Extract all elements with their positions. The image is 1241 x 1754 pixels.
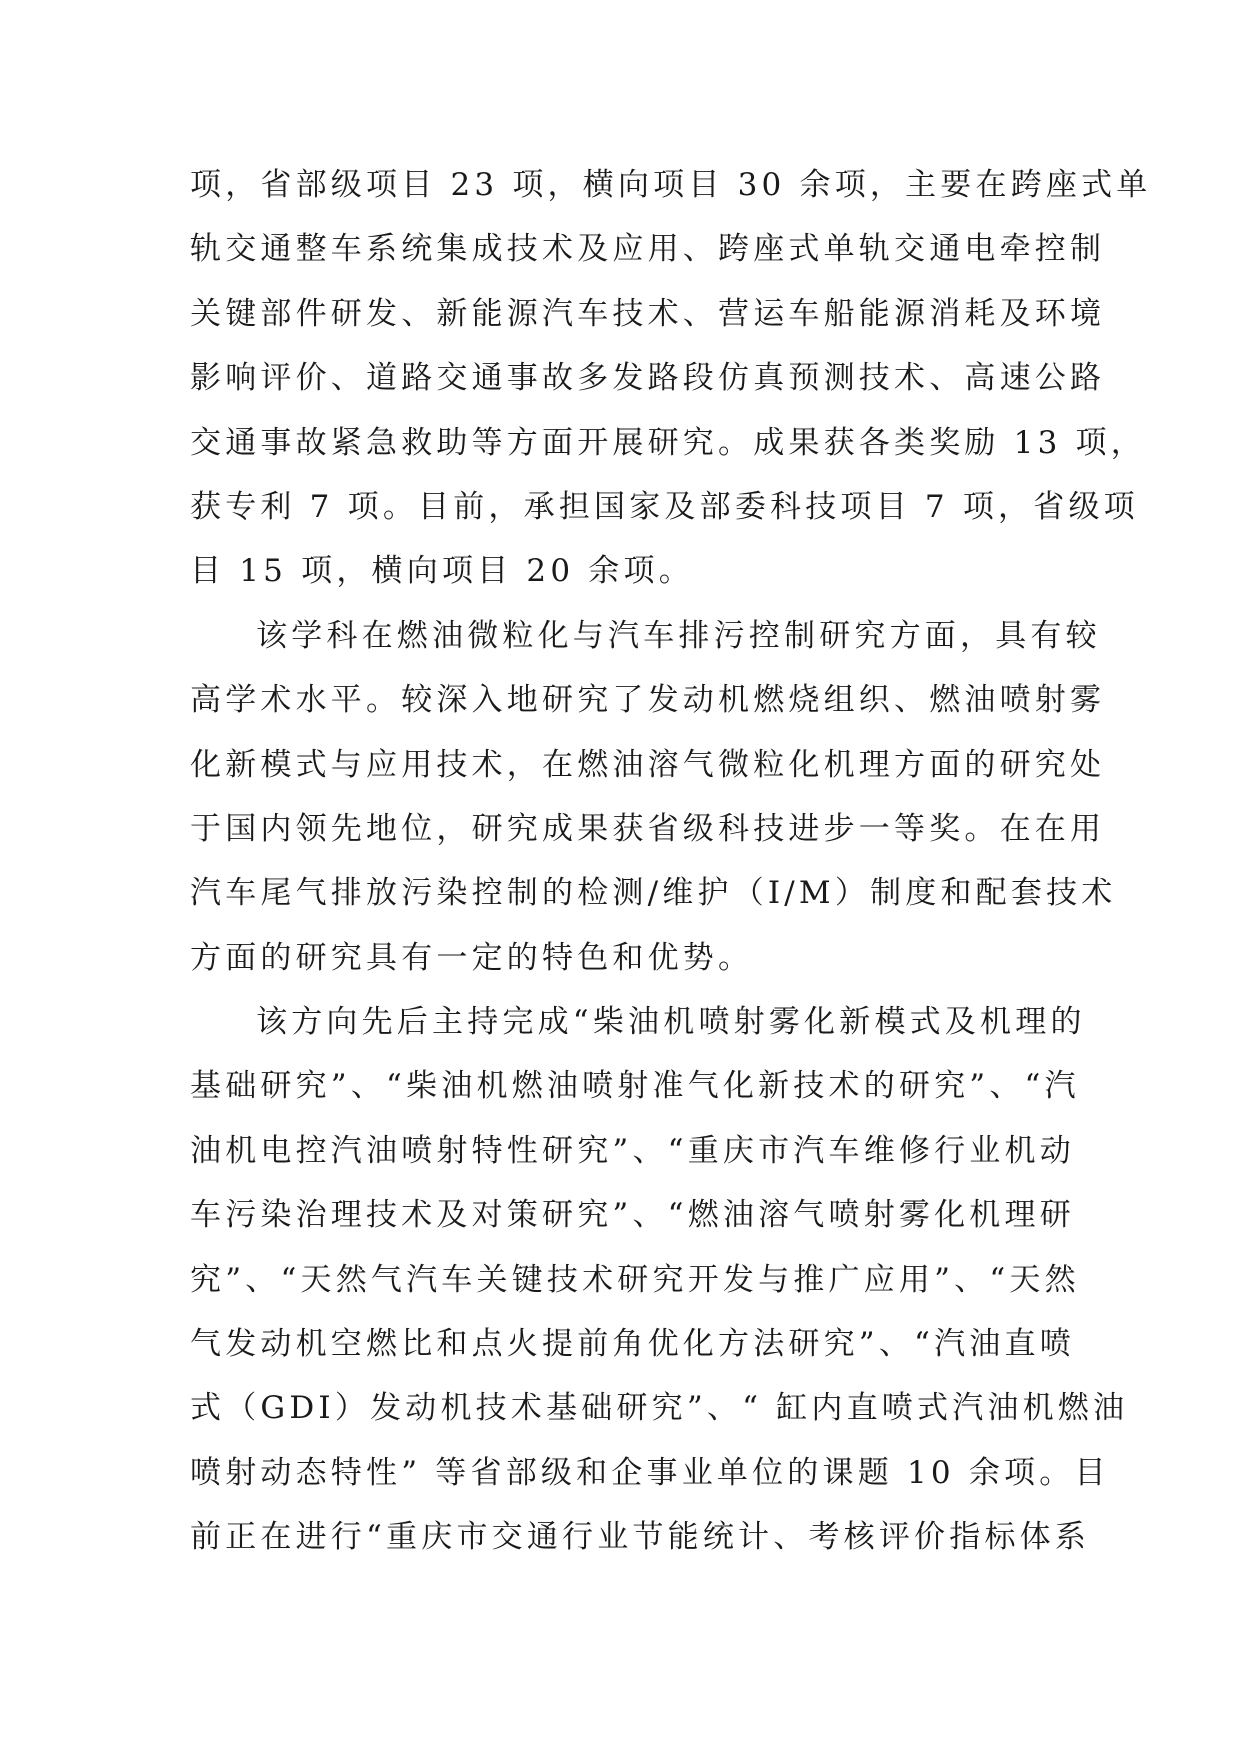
text-line: 影响评价、道路交通事故多发路段仿真预测技术、高速公路 xyxy=(190,360,1106,397)
text-line: 交通事故紧急救助等方面开展研究。成果获各类奖励 13 项， xyxy=(190,424,1146,461)
text-line: 车污染治理技术及对策研究”、“燃油溶气喷射雾化机理研 xyxy=(190,1197,1075,1234)
text-line: 高学术水平。较深入地研究了发动机燃烧组织、燃油喷射雾 xyxy=(190,682,1106,719)
text-line: 目 15 项，横向项目 20 余项。 xyxy=(190,553,694,590)
text-line: 基础研究”、“柴油机燃油喷射准气化新技术的研究”、“汽 xyxy=(190,1068,1080,1105)
text-line: 喷射动态特性” 等省部级和企事业单位的课题 10 余项。目 xyxy=(190,1454,1110,1491)
text-line: 式（GDI）发动机技术基础研究”、“ 缸内直喷式汽油机燃油 xyxy=(190,1390,1129,1427)
text-line: 关键部件研发、新能源汽车技术、营运车船能源消耗及环境 xyxy=(190,295,1106,332)
text-line: 获专利 7 项。目前，承担国家及部委科技项目 7 项，省级项 xyxy=(190,488,1139,525)
text-line: 究”、“天然气汽车关键技术研究开发与推广应用”、“天然 xyxy=(190,1261,1080,1298)
paragraph-completed-topics xyxy=(190,990,1129,1570)
text-line: 方面的研究具有一定的特色和优势。 xyxy=(190,939,754,976)
text-line: 汽车尾气排放污染控制的检测/维护（I/M）制度和配套技术 xyxy=(190,875,1117,912)
text-line: 项，省部级项目 23 项，横向项目 30 余项，主要在跨座式单 xyxy=(190,167,1152,203)
text-line: 轨交通整车系统集成技术及应用、跨座式单轨交通电牵控制 xyxy=(190,231,1106,268)
paragraph-research-projects xyxy=(190,153,1152,604)
paragraph-fuel-emission xyxy=(190,604,1117,990)
text-line: 该学科在燃油微粒化与汽车排污控制研究方面，具有较 xyxy=(256,617,1101,654)
text-line: 于国内领先地位，研究成果获省级科技进步一等奖。在在用 xyxy=(190,810,1106,847)
text-line: 该方向先后主持完成“柴油机喷射雾化新模式及机理的 xyxy=(256,1004,1086,1041)
text-line: 前正在进行“重庆市交通行业节能统计、考核评价指标体系 xyxy=(190,1519,1091,1556)
text-line: 气发动机空燃比和点火提前角优化方法研究”、“汽油直喷 xyxy=(190,1326,1075,1363)
text-line: 油机电控汽油喷射特性研究”、“重庆市汽车维修行业机动 xyxy=(190,1132,1075,1169)
text-line: 化新模式与应用技术，在燃油溶气微粒化机理方面的研究处 xyxy=(190,746,1106,783)
document-body xyxy=(190,153,1152,1570)
